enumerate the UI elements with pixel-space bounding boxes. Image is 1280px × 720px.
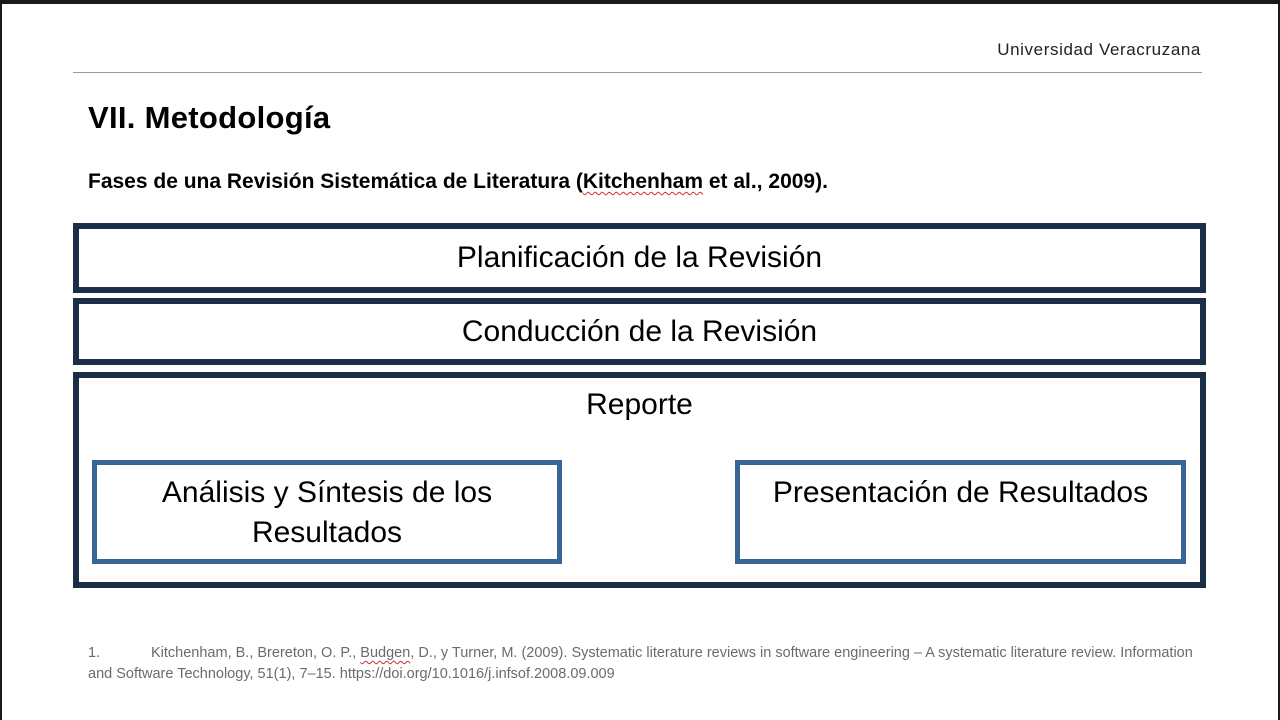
footnote-text-end: , D., y Turner, M. (2009). Systematic literature reviews in software engineering – A systematic literature review. Information and Software Technology, 51(1), 7–15. https://doi.org/10.1016/j.infsof.2008.09.009 [88,645,1193,682]
phase-planning-box [73,223,1206,293]
subtitle-text-start: Fases de una Revisión Sistemática de Literatura ( [88,170,583,193]
slide-subtitle [88,170,828,194]
subphase-analysis-line1: Análisis y Síntesis de los [161,476,493,509]
header-divider [73,72,1202,73]
phase-conducting-box [73,298,1206,365]
window-frame-left [0,0,2,720]
subtitle-text-end: et al., 2009). [703,170,828,193]
slide-title: VII. Metodología [88,100,331,135]
subphase-presentation-box [735,460,1186,564]
phase-planning-label: Planificación de la Revisión [456,241,823,274]
subtitle-citation-author: Kitchenham [582,170,704,193]
subphase-analysis-label [162,473,492,553]
phase-reporting-label: Reporte [586,388,693,421]
footnote-author-squiggle: Budgen [360,645,411,661]
footnote-text-start: Kitchenham, B., Brereton, O. P., [151,645,361,661]
institution-header: Universidad Veracruzana [997,40,1201,59]
subphase-analysis-line2: Resultados [251,516,403,549]
footnote-number: 1. [88,645,101,661]
window-frame-top [0,0,1280,4]
subphase-analysis-box [92,460,562,564]
reference-footnote [88,643,1198,685]
subphase-presentation-label: Presentación de Resultados [772,476,1149,509]
phase-conducting-label: Conducción de la Revisión [461,314,818,348]
